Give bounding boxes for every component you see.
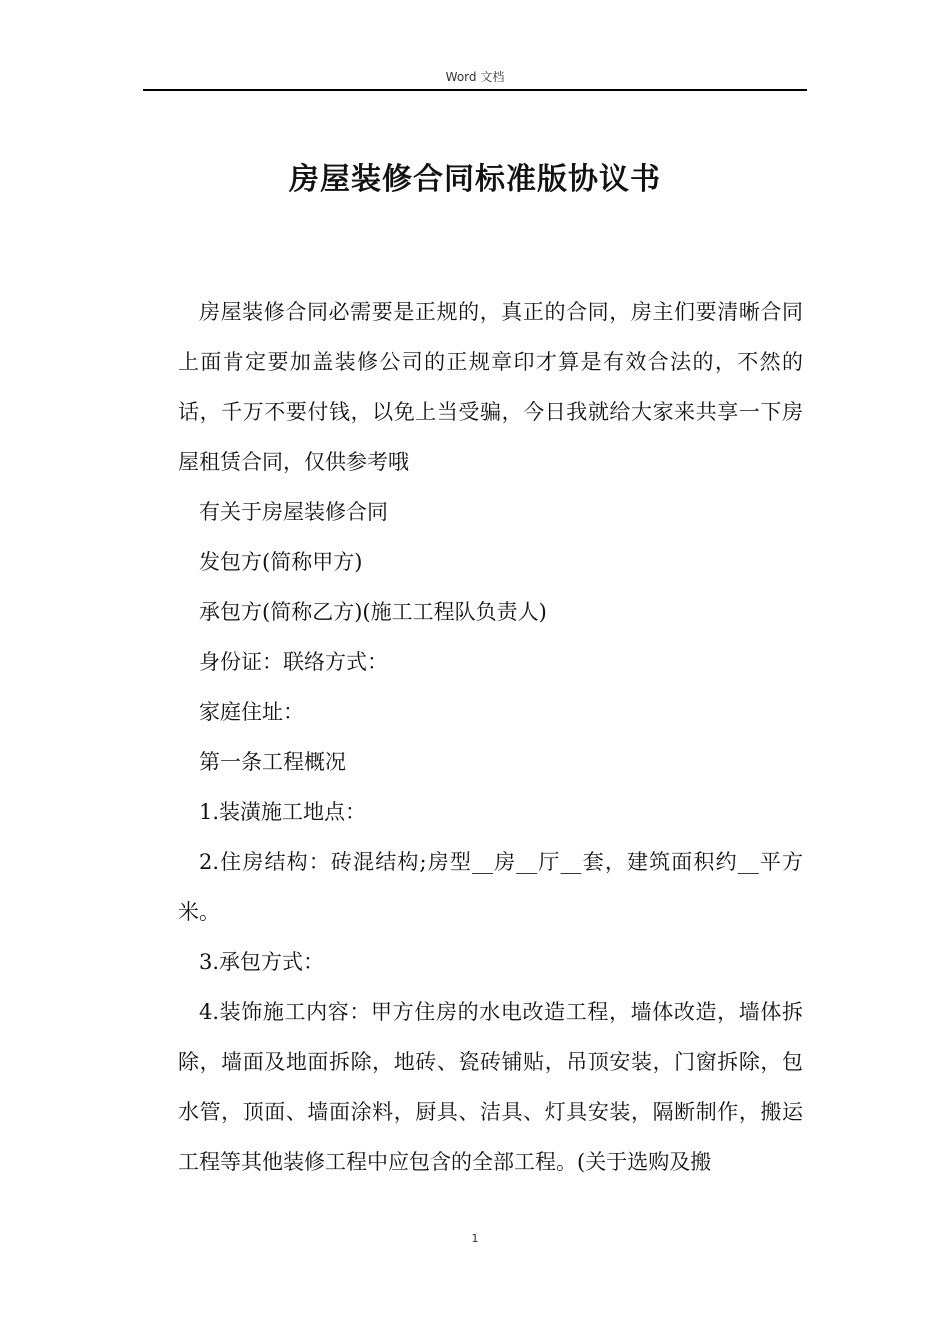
article-1-heading: 第一条工程概况 (199, 750, 346, 774)
document-title: 房屋装修合同标准版协议书 (289, 162, 661, 197)
page-header (143, 66, 807, 91)
party-a-line: 发包方(简称甲方) (199, 550, 363, 574)
document-body (178, 287, 803, 1187)
party-b-line: 承包方(简称乙方)(施工工程队负责人) (199, 600, 547, 624)
clause-2: 2.住房结构：砖混结构;房型__房__厅__套，建筑面积约__平方米。 (178, 850, 803, 924)
section-heading: 有关于房屋装修合同 (199, 500, 388, 524)
header-label: Word 文档 (445, 70, 505, 84)
clause-3: 3.承包方式： (199, 950, 325, 974)
page-number: 1 (471, 1232, 479, 1245)
clause-1: 1.装潢施工地点： (199, 800, 367, 824)
intro-paragraph: 房屋装修合同必需要是正规的，真正的合同，房主们要清晰合同上面肯定要加盖装修公司的正规章印才算是有效合法的，不然的话，千万不要付钱，以免上当受骗，今日我就给大家来共享一下房屋租赁合同，仅供参考哦 (178, 300, 803, 474)
address-line: 家庭住址： (199, 700, 304, 724)
id-contact-line: 身份证：联络方式： (199, 650, 388, 674)
clause-4: 4.装饰施工内容：甲方住房的水电改造工程，墙体改造，墙体拆除，墙面及地面拆除，地砖、瓷砖铺贴，吊顶安装，门窗拆除，包水管，顶面、墙面涂料，厨具、洁具、灯具安装，隔断制作，搬运工程等其他装修工程中应包含的全部工程。(关于选购及搬 (178, 1000, 803, 1174)
